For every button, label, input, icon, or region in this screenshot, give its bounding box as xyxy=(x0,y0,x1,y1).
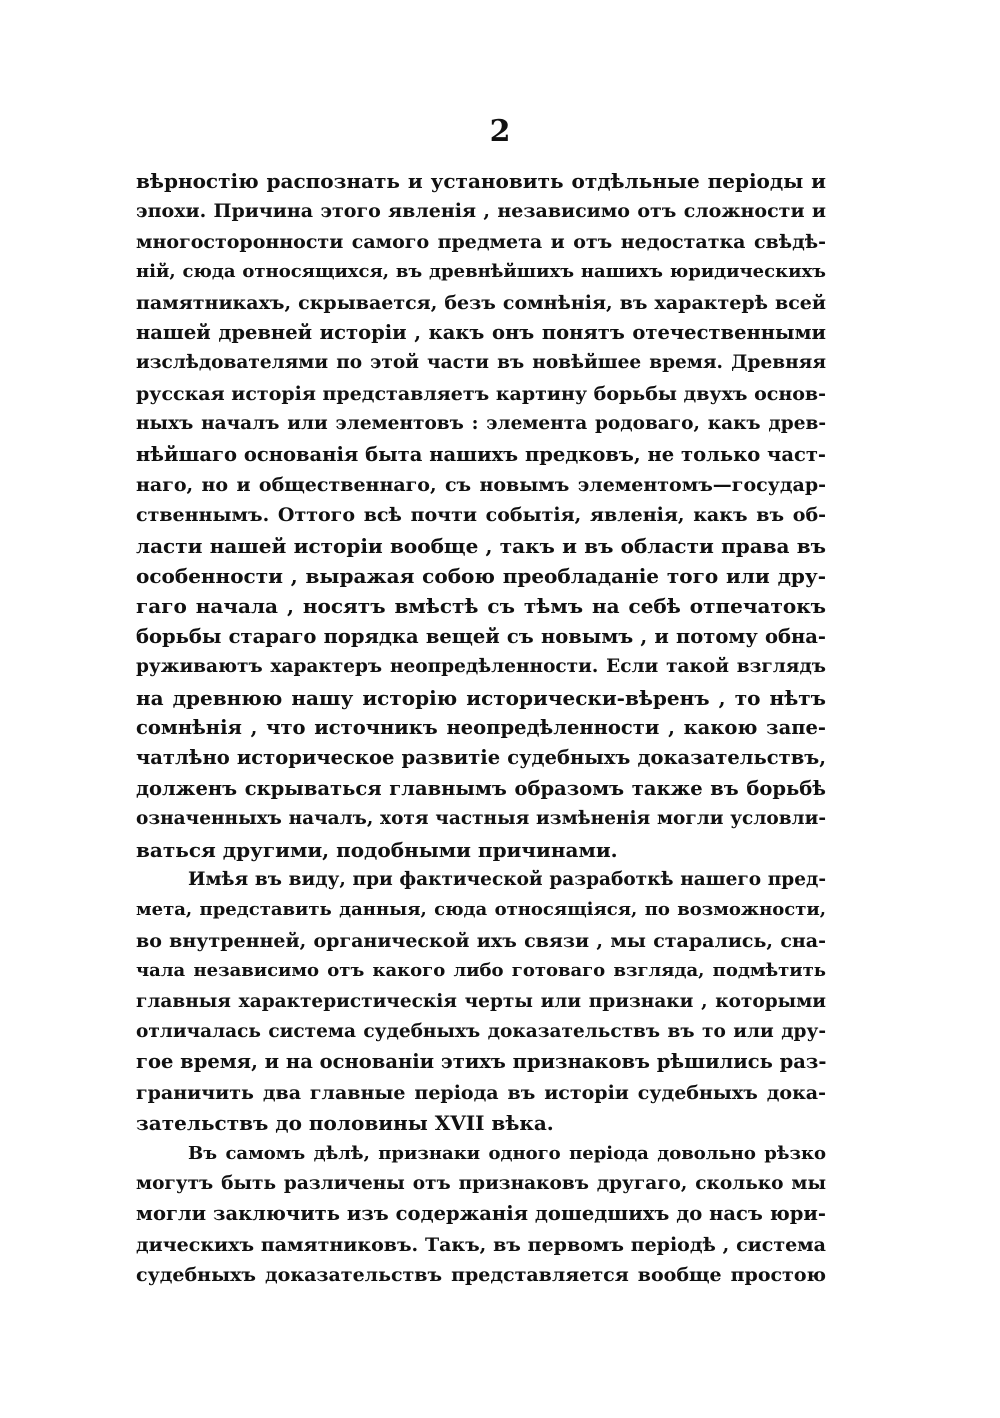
text-line: граничить два главные періода въ исторіи судебныхъ дока- xyxy=(136,1081,826,1104)
text-line: ваться другими, подобными причинами. xyxy=(136,837,618,862)
text-line: эпохи. Причина этого явленія , независимо отъ сложности и xyxy=(136,200,826,223)
text-line: Въ самомъ дѣлѣ, признаки одного періода довольно рѣзко xyxy=(188,1142,826,1164)
page-number: 2 xyxy=(489,114,511,149)
text-line: вѣрностію распознать и установить отдѣльные періоды и xyxy=(136,169,826,193)
text-line: Имѣя въ виду, при фактической разработкѣ нашего пред- xyxy=(188,868,826,890)
text-line: чатлѣно историческое развитіе судебныхъ доказательствъ, xyxy=(136,746,826,770)
body-text xyxy=(136,166,826,1290)
text-line: зательствъ до половины XVII вѣка. xyxy=(136,1111,554,1136)
text-line: гое время, и на основаніи этихъ признаковъ рѣшились раз- xyxy=(136,1050,827,1074)
text-line: судебныхъ доказательствъ представляется вообще простою xyxy=(136,1264,826,1287)
text-line: гаго начала , носятъ вмѣстѣ съ тѣмъ на себѣ отпечатокъ xyxy=(136,594,826,619)
text-line: памятникахъ, скрывается, безъ сомнѣнія, въ характерѣ всей xyxy=(136,291,826,314)
text-line: особенности , выражая собою преобладаніе того или дру- xyxy=(136,564,826,589)
text-line: чала независимо отъ какого либо готоваго взгляда, подмѣтить xyxy=(136,960,826,982)
text-line: означенныхъ началъ, хотя частныя измѣненія могли условли- xyxy=(136,808,826,830)
text-line: главныя характеристическія черты или признаки , которыми xyxy=(136,990,826,1012)
text-line: руживаютъ характеръ неопредѣленности. Если такой взглядъ xyxy=(136,656,826,678)
text-line: многосторонности самого предмета и отъ недостатка свѣдѣ- xyxy=(136,230,826,253)
text-line: сомнѣнія , что источникъ неопредѣленности , какою запе- xyxy=(136,716,826,740)
paragraph-3 xyxy=(136,1139,826,1291)
text-line: дическихъ памятниковъ. Такъ, въ первомъ періодѣ , система xyxy=(136,1233,826,1256)
text-line: борьбы стараго порядка вещей съ новымъ , и потому обна- xyxy=(136,624,826,648)
paragraph-2 xyxy=(136,865,826,1139)
text-line: нѣйшаго основанія быта нашихъ предковъ, не только част- xyxy=(136,442,826,466)
paragraph-1 xyxy=(136,166,826,865)
text-line: мета, представить данныя, сюда относящіяся, по возможности, xyxy=(136,899,826,921)
text-line: изслѣдователями по этой части въ новѣйшее время. Древняя xyxy=(136,352,826,374)
text-line: ныхъ началъ или элементовъ : элемента родоваго, какъ древ- xyxy=(136,413,826,435)
text-line: русская исторія представляетъ картину борьбы двухъ основ- xyxy=(136,382,826,405)
text-line: долженъ скрываться главнымъ образомъ также въ борьбѣ xyxy=(136,776,826,800)
text-line: ласти нашей исторіи вообще , такъ и въ области права въ xyxy=(136,533,826,558)
text-line: на древнюю нашу исторію исторически-вѣренъ , то нѣтъ xyxy=(136,685,826,710)
text-line: отличалась система судебныхъ доказательствъ въ то или дру- xyxy=(136,1020,826,1042)
text-line: могли заключить изъ содержанія дошедшихъ до насъ юри- xyxy=(136,1202,826,1226)
text-line: ственнымъ. Оттого всѣ почти событія, явленія, какъ въ об- xyxy=(136,504,826,527)
text-line: наго, но и общественнаго, съ новымъ элементомъ—государ- xyxy=(136,473,826,496)
text-line: во внутренней, органической ихъ связи , мы старались, сна- xyxy=(136,929,826,952)
text-line: ній, сюда относящихся, въ древнѣйшихъ нашихъ юридическихъ xyxy=(136,261,826,283)
text-line: могутъ быть различены отъ признаковъ другаго, сколько мы xyxy=(136,1172,826,1194)
text-line: нашей древней исторіи , какъ онъ понятъ отечественными xyxy=(136,320,826,344)
